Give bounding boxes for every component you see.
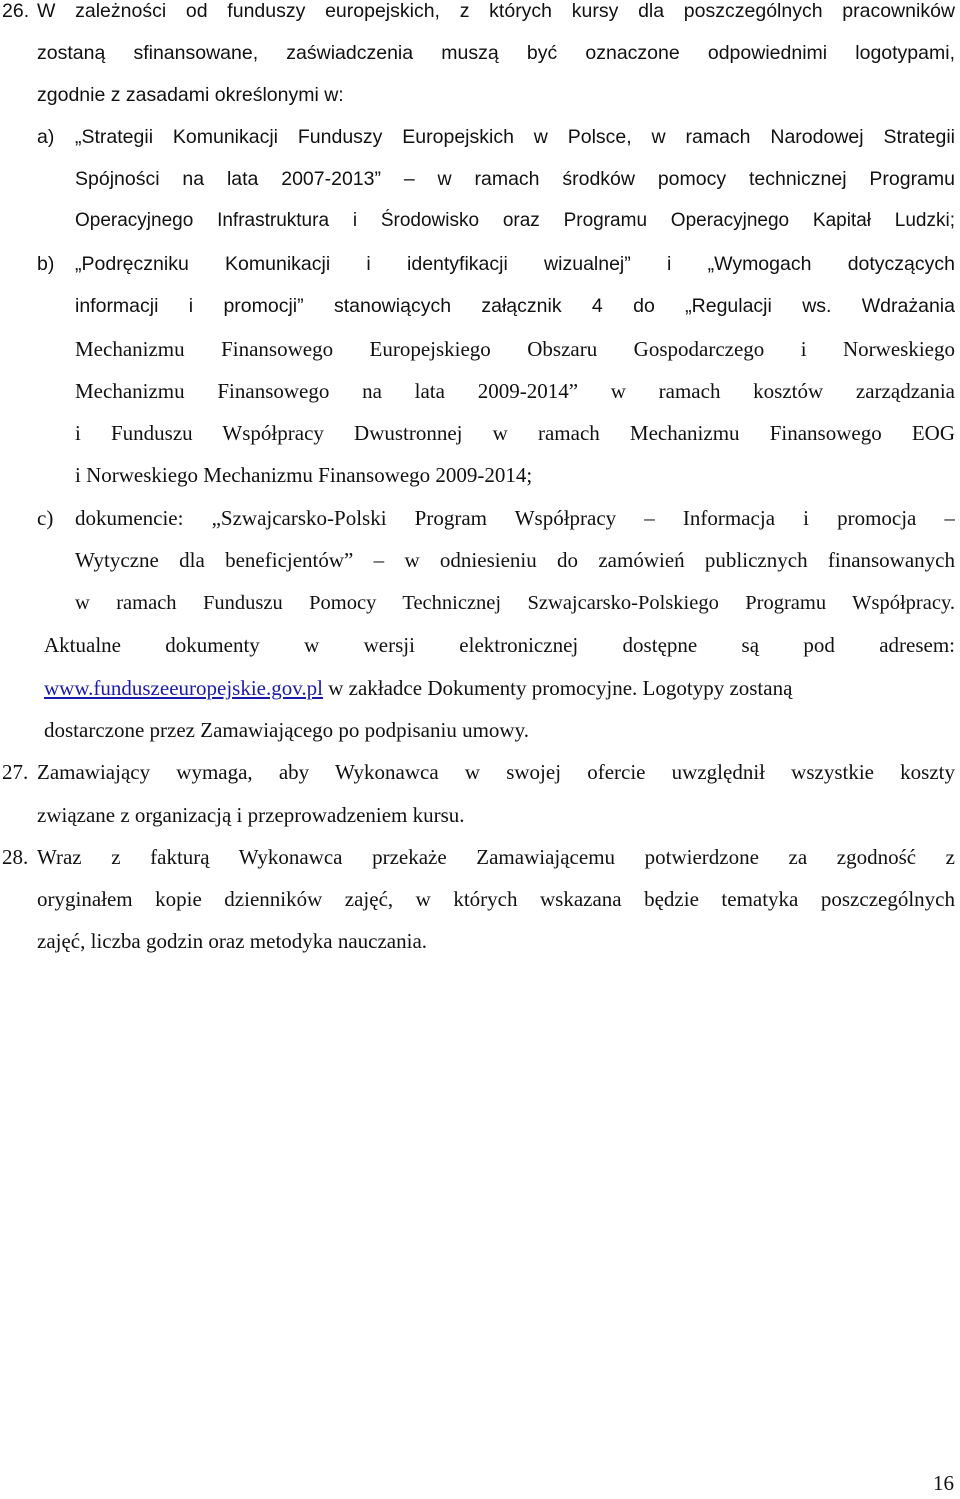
list-b-line-5: i Funduszu Współpracy Dwustronnej w ramach Mechanizmu Finansowego EOG	[75, 421, 955, 445]
item-28-line-3: zajęć, liczba godzin oraz metodyka nauczania.	[37, 929, 428, 953]
list-marker-a: a)	[37, 126, 55, 148]
item-26-number: 26.	[2, 0, 30, 22]
list-b-line-6: i Norweskiego Mechanizmu Finansowego 2009-2014;	[75, 463, 533, 487]
list-a-line-2: Spójności na lata 2007-2013” – w ramach środków pomocy technicznej Programu	[75, 168, 955, 190]
item-28-number: 28.	[2, 845, 29, 869]
funds-website-link[interactable]: www.funduszeeuropejskie.gov.pl	[44, 676, 323, 700]
documents-note-line-2	[44, 676, 955, 700]
documents-note-line-1: Aktualne dokumenty w wersji elektronicznej dostępne są pod adresem:	[44, 633, 955, 657]
item-26-line-3: zgodnie z zasadami określonymi w:	[37, 84, 344, 106]
list-b-line-1: „Podręczniku Komunikacji i identyfikacji wizualnej” i „Wymogach dotyczących	[75, 253, 955, 275]
list-a-line-1: „Strategii Komunikacji Funduszy Europejskich w Polsce, w ramach Narodowej Strategii	[75, 126, 955, 148]
item-28-line-1: Wraz z fakturą Wykonawca przekaże Zamawiającemu potwierdzone za zgodność z	[37, 845, 955, 869]
list-b-line-3: Mechanizmu Finansowego Europejskiego Obszaru Gospodarczego i Norweskiego	[75, 337, 955, 361]
list-c-line-1: dokumencie: „Szwajcarsko-Polski Program Współpracy – Informacja i promocja –	[75, 506, 955, 530]
item-28-line-2: oryginałem kopie dzienników zajęć, w których wskazana będzie tematyka poszczególnych	[37, 887, 955, 911]
list-b-line-4: Mechanizmu Finansowego na lata 2009-2014” w ramach kosztów zarządzania	[75, 379, 955, 403]
list-a-line-3: Operacyjnego Infrastruktura i Środowisko oraz Programu Operacyjnego Kapitał Ludzki;	[75, 210, 955, 231]
list-marker-b: b)	[37, 253, 55, 275]
list-c-line-2: Wytyczne dla beneficjentów” – w odniesieniu do zamówień publicznych finansowanych	[75, 548, 955, 572]
list-c-line-3: w ramach Funduszu Pomocy Technicznej Szwajcarsko-Polskiego Programu Współpracy.	[75, 592, 955, 614]
item-27-line-2: związane z organizacją i przeprowadzeniem kursu.	[37, 803, 465, 827]
list-marker-c: c)	[37, 506, 54, 530]
item-26-line-2: zostaną sfinansowane, zaświadczenia muszą być oznaczone odpowiednimi logotypami,	[37, 42, 955, 64]
documents-note-line-2-rest: w zakładce Dokumenty promocyjne. Logotypy zostaną	[322, 676, 793, 700]
item-27-line-1: Zamawiający wymaga, aby Wykonawca w swojej ofercie uwzględnił wszystkie koszty	[37, 760, 955, 784]
item-27-number: 27.	[2, 760, 29, 784]
list-b-line-2: informacji i promocji” stanowiących załącznik 4 do „Regulacji ws. Wdrażania	[75, 295, 955, 317]
item-26-line-1: W zależności od funduszy europejskich, z których kursy dla poszczególnych pracowników	[37, 0, 955, 22]
page-number: 16	[933, 1471, 954, 1495]
documents-note-line-3: dostarczone przez Zamawiającego po podpisaniu umowy.	[44, 718, 529, 742]
